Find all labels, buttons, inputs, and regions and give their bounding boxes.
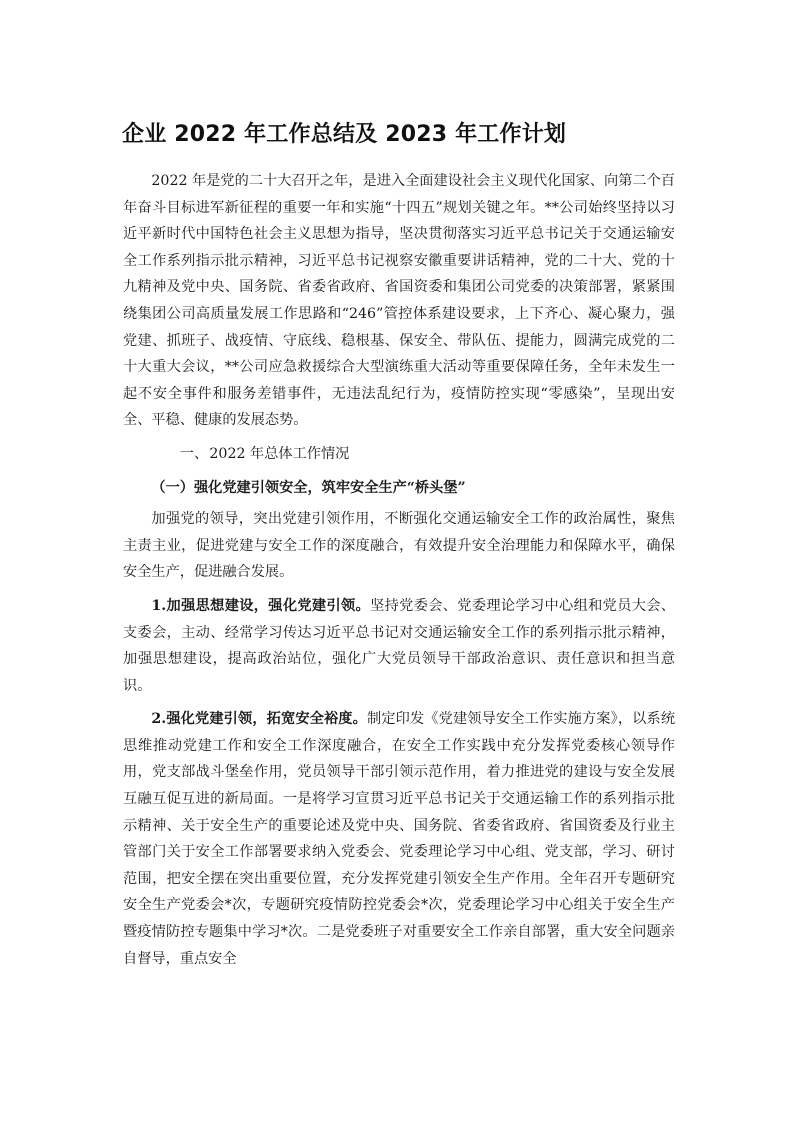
section-heading [123, 441, 675, 468]
document-title: 企业 2022 年工作总结及 2023 年工作计划 [122, 122, 567, 147]
item-text-2: 制定印发《党建领导安全工作实施方案》，以系统思维推动党建工作和安全工作深度融合，在安全工作实践中充分发挥党委核心领导作用，党支部战斗堡垒作用，党员领导干部引领示范作用，着力推进党的建设与安全发展互融互促互进的新局面。一是将学习宣贯习近平总书记关于交通运输工作的系列指示批示精神、关于安全生产的重要论述及党中央、国务院、省委省政府、省国资委及行业主管部门关于安全工作部署要求纳入党委会、党委理论学习中心组、党支部，学习、研讨范围，把安全摆在突出重要位置，充分发挥党建引领安全生产作用。全年召开专题研究安全生产党委会*次，专题研究疫情防控党委会*次，党委理论学习中心组关于安全生产暨疫情防控专题集中学习*次。二是党委班子对重要安全工作亲自部署，重大安全问题亲自督导，重点安全 [123, 711, 676, 967]
subsection-heading: （一）强化党建引领安全，筑牢安全生产“桥头堡” [151, 479, 466, 496]
item-lead-1: 1.加强思想建设，强化党建引领。 [151, 597, 371, 614]
item-paragraph-1 [123, 593, 675, 699]
section-number: 一、 [179, 445, 209, 462]
item-text-1: 坚持党委会、党委理论学习中心组和党员大会、支委会，主动、经常学习传达习近平总书记对交通运输安全工作的系列指示批示精神，加强思想建设，提高政治站位，强化广大党员领导干部政治意识、责任意识和担当意识。 [123, 597, 675, 694]
item-lead-2: 2.强化党建引领，拓宽安全裕度。 [151, 711, 367, 728]
subsection-intro-paragraph: 加强党的领导，突出党建引领作用，不断强化交通运输安全工作的政治属性，聚焦主责主业，促进党建与安全工作的深度融合，有效提升安全治理能力和保障水平，确保安全生产，促进融合发展。 [123, 511, 675, 581]
section-title: 2022 年总体工作情况 [209, 445, 350, 462]
item-paragraph-2 [123, 706, 675, 972]
document-body [123, 168, 675, 972]
intro-paragraph: 2022 年是党的二十大召开之年，是进入全面建设社会主义现代化国家、向第二个百年奋斗目标进军新征程的重要一年和实施“十四五”规划关键之年。**公司始终坚持以习近平新时代中国特色社会主义思想为指导，坚决贯彻落实习近平总书记关于交通运输安全工作系列指示批示精神，习近平总书记视察安徽重要讲话精神，党的二十大、党的十九精神及党中央、国务院、省委省政府、省国资委和集团公司党委的决策部署，紧紧围绕集团公司高质量发展工作思路和“246”管控体系建设要求，上下齐心、凝心聚力，强党建、抓班子、战疫情、守底线、稳根基、保安全、带队伍、提能力，圆满完成党的二十大重大会议，**公司应急救援综合大型演练重大活动等重要保障任务，全年未发生一起不安全事件和服务差错事件，无违法乱纪行为，疫情防控实现“零感染”，呈现出安全、平稳、健康的发展态势。 [123, 173, 675, 429]
